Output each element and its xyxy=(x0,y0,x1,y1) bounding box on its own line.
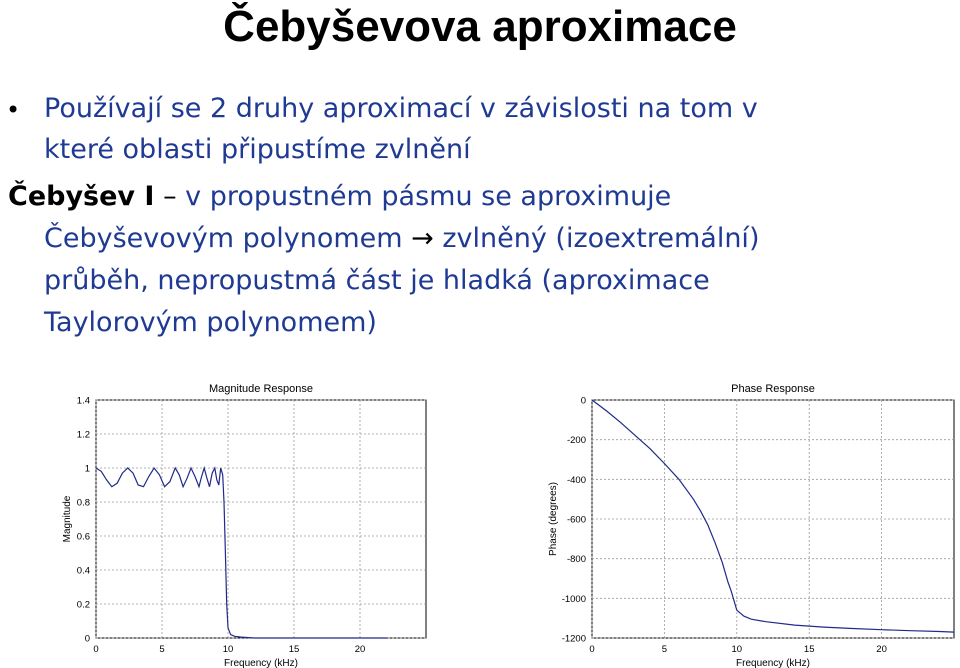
phase-y-tick-label: -1000 xyxy=(561,593,586,605)
phase-response-chart xyxy=(540,378,960,668)
bullet-2-line-3: průběh, nepropustmá část je hladká (aproximace xyxy=(44,265,710,296)
magnitude-title: Magnitude Response xyxy=(209,383,313,395)
bullet-icon: • xyxy=(6,96,21,124)
magnitude-x-tick-label: 15 xyxy=(288,644,300,655)
phase-x-tick-label: 0 xyxy=(589,644,595,655)
phase-y-tick-label: -800 xyxy=(566,554,586,566)
magnitude-x-axis-label: Frequency (kHz) xyxy=(224,658,298,668)
bullet-2 xyxy=(8,176,948,344)
phase-y-tick-label: -200 xyxy=(566,435,586,447)
bullet-2-line-2a: Čebyševovým polynomem xyxy=(44,223,412,254)
magnitude-x-tick-label: 10 xyxy=(222,644,234,655)
magnitude-y-axis-label: Magnitude xyxy=(62,495,73,543)
magnitude-y-tick-label: 0.2 xyxy=(76,599,90,611)
phase-x-tick-label: 15 xyxy=(803,644,815,655)
magnitude-x-tick-label: 0 xyxy=(93,644,99,655)
chebyshev-term: Čebyšev I xyxy=(8,181,155,212)
phase-x-axis-label: Frequency (kHz) xyxy=(736,658,810,668)
magnitude-y-tick-label: 0 xyxy=(84,633,90,645)
phase-y-tick-label: -1200 xyxy=(561,633,586,645)
magnitude-y-tick-label: 0.6 xyxy=(76,531,90,543)
bullet-2-line-4: Taylorovým polynomem) xyxy=(44,307,377,338)
dash-symbol: – xyxy=(163,181,177,212)
magnitude-y-tick-label: 1.4 xyxy=(76,395,90,407)
bullet-1 xyxy=(44,88,944,170)
phase-x-tick-label: 20 xyxy=(876,644,887,655)
magnitude-y-tick-label: 1.2 xyxy=(76,429,90,441)
magnitude-plot-area xyxy=(96,400,426,638)
phase-x-tick-label: 10 xyxy=(731,644,743,655)
phase-y-tick-label: -600 xyxy=(566,514,586,526)
bullet-2-line-2 xyxy=(8,218,948,260)
magnitude-x-tick-label: 5 xyxy=(159,644,165,655)
phase-y-tick-label: -400 xyxy=(566,474,586,486)
magnitude-y-tick-label: 1 xyxy=(84,463,90,475)
magnitude-y-tick-label: 0.4 xyxy=(76,565,90,577)
bullet-2-line-2b: zvlněný (izoextremální) xyxy=(433,223,760,254)
phase-x-tick-label: 5 xyxy=(661,644,668,655)
magnitude-x-tick-label: 20 xyxy=(354,644,366,655)
bullet-1-line-2: které oblasti připustíme zvlnění xyxy=(44,134,471,165)
bullet-2-line-1: v propustném pásmu se aproximuje xyxy=(176,181,672,212)
magnitude-y-tick-label: 0.8 xyxy=(76,497,90,509)
phase-y-axis-label: Phase (degrees) xyxy=(548,482,559,556)
phase-y-tick-label: 0 xyxy=(580,395,586,407)
slide-title: Čebyševova aproximace xyxy=(223,2,737,51)
arrow-icon: → xyxy=(411,223,434,254)
magnitude-response-chart xyxy=(58,378,438,668)
bullet-1-line-1: Používají se 2 druhy aproximací v závislosti na tom v xyxy=(44,93,758,124)
phase-title: Phase Response xyxy=(731,383,815,395)
